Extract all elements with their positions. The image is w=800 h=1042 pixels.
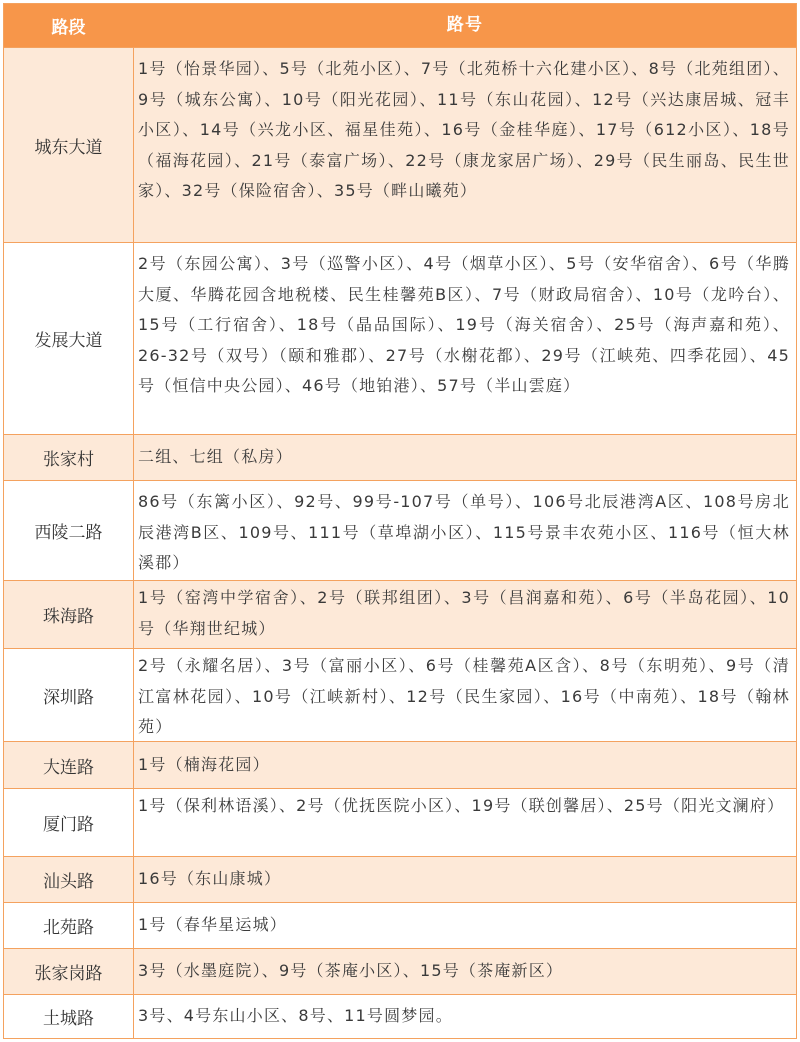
table-row bbox=[4, 434, 796, 480]
table-row bbox=[4, 47, 796, 242]
road-numbers: 2号（东园公寓）、3号（巡警小区）、4号（烟草小区）、5号（安华宿舍）、6号（华腾大厦、华腾花园含地税楼、民生桂馨苑B区）、7号（财政局宿舍）、10号（龙吟台）、15号（工行宿舍）、18号（晶品国际）、19号（海关宿舍）、25号（海声嘉和苑）、26-32号（双号）（颐和雅郡）、27号（水榭花都）、29号（江峡苑、四季花园）、45号（恒信中央公园）、46号（地铂港）、57号（半山雲庭） bbox=[138, 254, 790, 395]
road-name: 张家村 bbox=[4, 435, 134, 480]
road-numbers: 1号（窑湾中学宿舍）、2号（联邦组团）、3号（昌润嘉和苑）、6号（半岛花园）、10号（华翔世纪城） bbox=[138, 588, 790, 638]
road-numbers: 2号（永耀名居）、3号（富丽小区）、6号（桂馨苑A区含）、8号（东明苑）、9号（清江富林花园）、10号（江峡新村）、12号（民生家园）、16号（中南苑）、18号（翰林苑） bbox=[138, 656, 790, 736]
table-row bbox=[4, 856, 796, 902]
road-name: 珠海路 bbox=[4, 581, 134, 648]
road-numbers: 3号（水墨庭院）、9号（茶庵小区）、15号（茶庵新区） bbox=[138, 961, 564, 981]
road-name: 西陵二路 bbox=[4, 481, 134, 580]
road-name: 汕头路 bbox=[4, 857, 134, 902]
table-row bbox=[4, 242, 796, 434]
road-number-table bbox=[3, 3, 797, 1039]
road-numbers: 86号（东篱小区）、92号、99号-107号（单号）、106号北辰港湾A区、108号房北辰港湾B区、109号、111号（草埠湖小区）、115号景丰农苑小区、116号（恒大林溪郡） bbox=[138, 492, 790, 572]
header-road-label: 路段 bbox=[51, 18, 86, 38]
table-row bbox=[4, 580, 796, 648]
table-row bbox=[4, 948, 796, 994]
road-name: 厦门路 bbox=[4, 789, 134, 856]
table-row bbox=[4, 741, 796, 788]
header-numbers-label: 路号 bbox=[446, 15, 484, 36]
road-name: 北苑路 bbox=[4, 903, 134, 948]
table-row bbox=[4, 902, 796, 948]
road-name: 城东大道 bbox=[4, 48, 134, 242]
road-numbers: 1号（楠海花园） bbox=[138, 754, 270, 774]
road-name: 大连路 bbox=[4, 742, 134, 788]
road-numbers: 1号（春华星运城） bbox=[138, 915, 287, 935]
table-row bbox=[4, 480, 796, 580]
road-numbers: 1号（保利林语溪）、2号（优抚医院小区）、19号（联创馨居）、25号（阳光文澜府） bbox=[138, 796, 785, 815]
road-name: 深圳路 bbox=[4, 649, 134, 741]
road-name: 土城路 bbox=[4, 995, 134, 1038]
table-row bbox=[4, 994, 796, 1038]
road-numbers: 二组、七组（私房） bbox=[138, 447, 293, 467]
road-numbers: 16号（东山康城） bbox=[138, 869, 282, 889]
road-numbers: 3号、4号东山小区、8号、11号圆梦园。 bbox=[138, 1006, 453, 1026]
road-name: 发展大道 bbox=[4, 243, 134, 434]
road-numbers: 1号（怡景华园）、5号（北苑小区）、7号（北苑桥十六化建小区）、8号（北苑组团）、9号（城东公寓）、10号（阳光花园）、11号（东山花园）、12号（兴达康居城、冠丰小区）、14号（兴龙小区、福星佳苑）、16号（金桂华庭）、17号（612小区）、18号（福海花园）、21号（泰富广场）、22号（康龙家居广场）、29号（民生丽岛、民生世家）、32号（保险宿舍）、35号（畔山曦苑） bbox=[138, 59, 790, 200]
table-row bbox=[4, 788, 796, 856]
table-header-row bbox=[4, 4, 796, 47]
table-row bbox=[4, 648, 796, 741]
road-name: 张家岗路 bbox=[4, 949, 134, 994]
